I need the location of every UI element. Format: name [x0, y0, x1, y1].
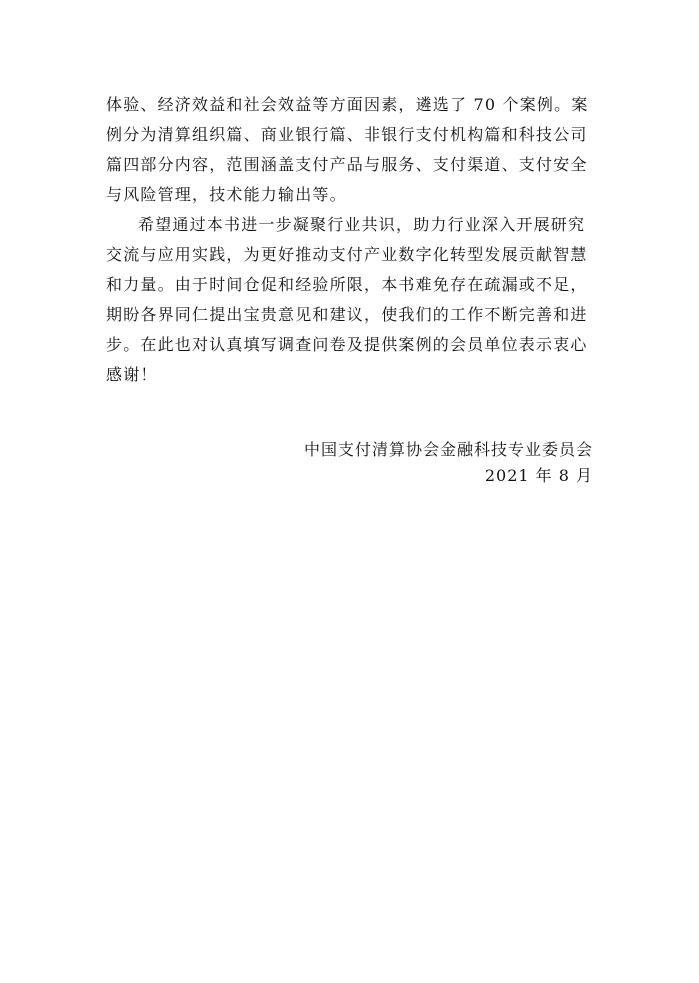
- paragraph-1-line-1: 体验、经济效益和社会效益等方面因素，遴选了 70 个案例。案: [106, 95, 589, 114]
- paragraph-1-line-3: 篇四部分内容，范围涵盖支付产品与服务、支付渠道、支付安全: [106, 155, 588, 174]
- paragraph-1-line-4: 与风险管理，技术能力输出等。: [106, 185, 347, 204]
- paragraph-2-line-3: 和力量。由于时间仓促和经验所限，本书难免存在疏漏或不足，: [106, 275, 588, 294]
- paragraph-acknowledgement: [106, 210, 596, 390]
- signature-organization: 中国支付清算协会金融科技专业委员会: [303, 440, 593, 459]
- paragraph-2-line-1: 希望通过本书进一步凝聚行业共识，助力行业深入开展研究: [138, 215, 586, 234]
- paragraph-2-line-5: 步。在此也对认真填写调查问卷及提供案例的会员单位表示衷心: [106, 335, 588, 354]
- paragraph-selection-scope: [106, 90, 596, 210]
- paragraph-1-line-2: 例分为清算组织篇、商业银行篇、非银行支付机构篇和科技公司: [106, 125, 588, 144]
- paragraph-2-line-4: 期盼各界同仁提出宝贵意见和建议，使我们的工作不断完善和进: [106, 305, 588, 324]
- signature-date: 2021 年 8 月: [484, 466, 593, 485]
- paragraph-2-line-6: 感谢！: [106, 365, 158, 384]
- paragraph-2-line-2: 交流与应用实践，为更好推动支付产业数字化转型发展贡献智慧: [106, 245, 588, 264]
